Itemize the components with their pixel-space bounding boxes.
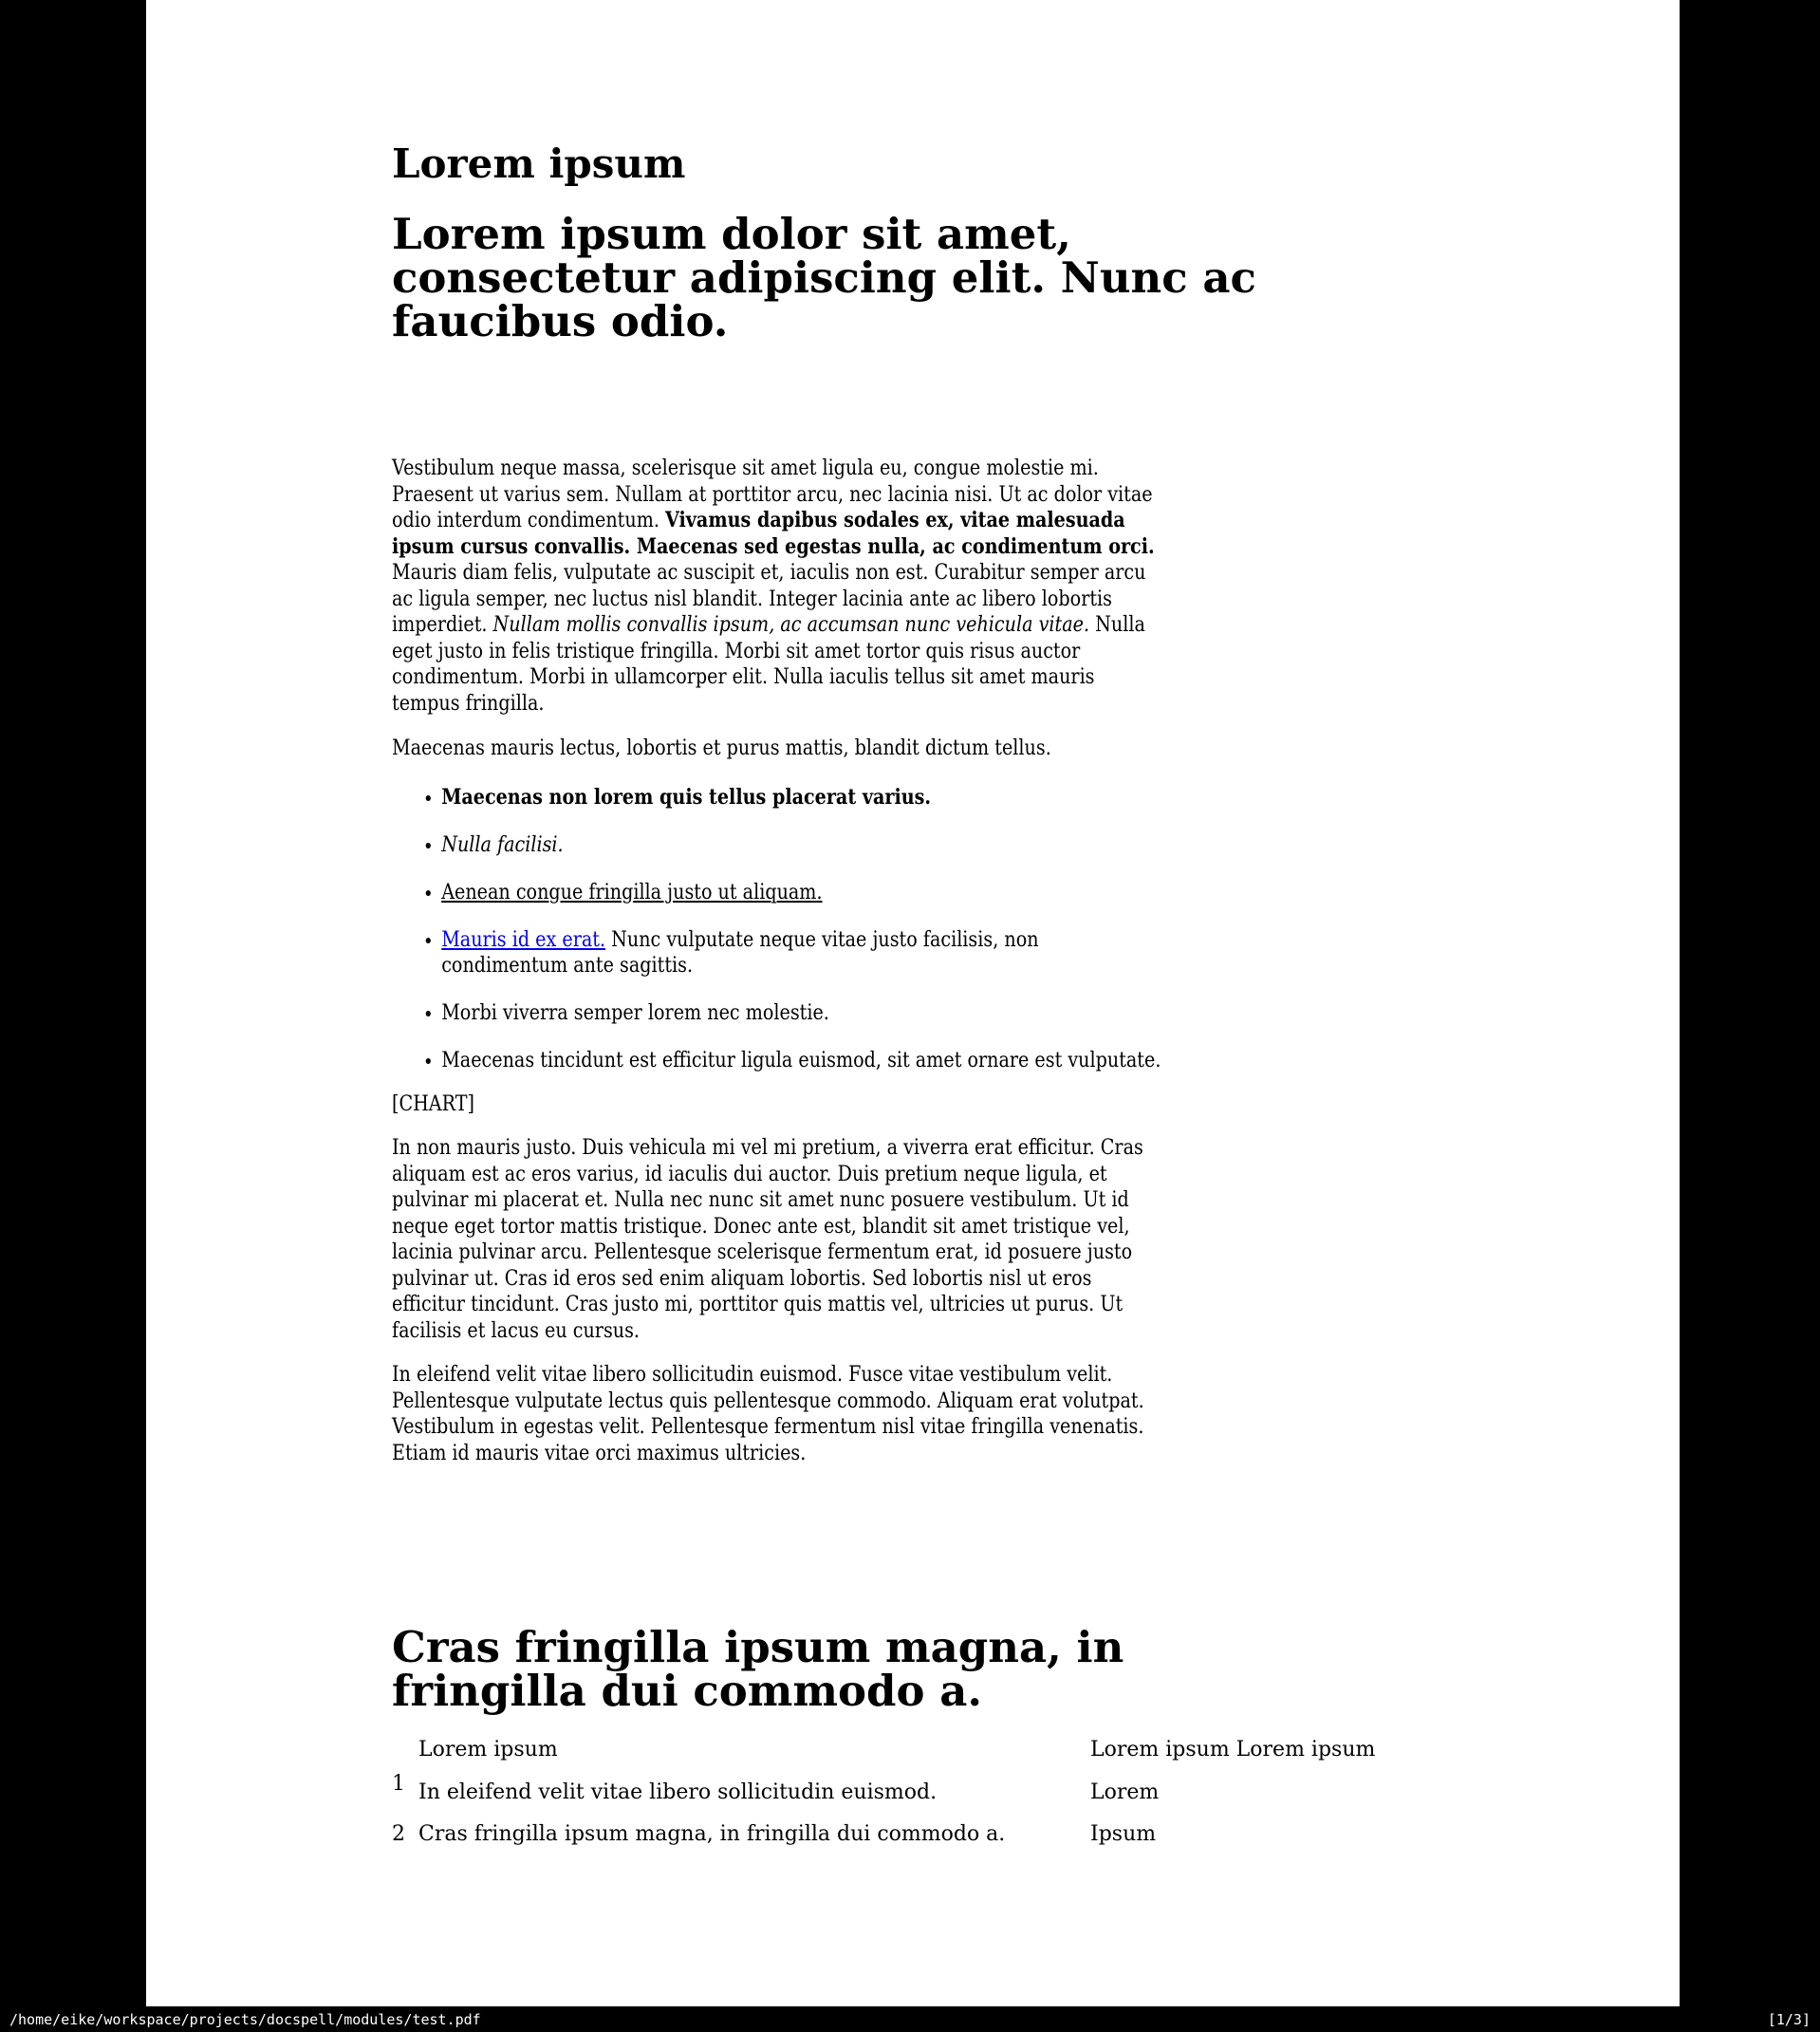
hyperlink[interactable]: Mauris id ex erat. bbox=[441, 927, 606, 952]
status-bar bbox=[0, 2006, 1820, 2032]
paragraph: In eleifend velit vitae libero sollicitudin euismod. Fusce vitae vestibulum velit. Pellentesque vulputate lectus quis pellentesque commodo. Aliquam erat volutpat. Vestibulum in egestas velit. Pellentesque fermentum nisl vitae fringilla venenatis. Etiam id mauris vitae orci maximus ultricies. bbox=[392, 1363, 1144, 1465]
list-item bbox=[441, 1000, 1168, 1027]
list-item bbox=[441, 1048, 1168, 1074]
table-cell-number bbox=[392, 1737, 418, 1763]
text-run-underline: Aenean congue fringilla justo ut aliquam. bbox=[441, 880, 823, 904]
bullet-list bbox=[392, 785, 1217, 1074]
text-run-bold: Vivamus dapibus sodales ex, vitae malesuada ipsum cursus convallis. Maecenas sed egestas nulla, ac condimentum orci. bbox=[392, 508, 1155, 559]
chart-placeholder: [CHART] bbox=[392, 1091, 474, 1116]
table-cell-number bbox=[392, 1771, 418, 1806]
paragraph: In non mauris justo. Duis vehicula mi vel mi pretium, a viverra erat efficitur. Cras aliquam est ac eros varius, id iaculis dui auctor. Duis pretium neque ligula, et pulvinar mi placerat et. Nulla nec nunc sit amet nunc posuere vestibulum. Ut id neque eget tortor mattis tristique. Donec ante est, blandit sit amet tristique vel, lacinia pulvinar arcu. Pellentesque scelerisque fermentum erat, id posuere justo pulvinar ut. Cras id eros sed enim aliquam lobortis. Sed lobortis nisl ut eros efficitur tincidunt. Cras justo mi, porttitor quis mattis vel, ultricies ut purus. Ut facilisis et lacus eu cursus. bbox=[392, 1136, 1143, 1343]
text-run: Nulla eget justo in felis tristique fringilla. Morbi sit amet tortor quis risus auctor condimentum. Morbi in ullamcorper elit. Nulla iaculis tellus sit amet mauris tempus fringilla. bbox=[392, 613, 1145, 716]
intro-paragraph: Maecenas mauris lectus, lobortis et purus mattis, blandit dictum tellus. bbox=[392, 736, 1051, 760]
text-run-italic: Nulla facilisi. bbox=[441, 832, 564, 857]
list-item bbox=[441, 880, 1168, 906]
text-run: Maecenas tincidunt est efficitur ligula euismod, sit amet ornare est vulputate. bbox=[441, 1049, 1161, 1072]
text-run: Mauris diam felis, vulputate ac suscipit et, iaculis non est. Curabitur semper arcu ac ligula semper, nec luctus nisl blandit. Integer lacinia ante ac libero lobortis imperdiet. bbox=[392, 561, 1146, 637]
text-run: Vestibulum neque massa, scelerisque sit amet ligula eu, congue molestie mi. Praesent ut varius sem. Nullam at porttitor arcu, nec lacinia nisi. Ut ac dolor vitae odio interdum condimentum. bbox=[392, 457, 1153, 532]
table-cell-side: Lorem ipsum Lorem ipsum bbox=[1090, 1738, 1376, 1762]
text-run: Nunc vulputate neque vitae justo facilisis, non condimentum ante sagittis. bbox=[441, 927, 1039, 978]
table-cell-side: Lorem bbox=[1090, 1780, 1160, 1804]
status-page-indicator: [1/3] bbox=[1767, 2010, 1811, 2028]
document-content bbox=[392, 0, 1682, 1848]
text-run-italic: Nullam mollis convallis ipsum, ac accumsan nunc vehicula vitae. bbox=[492, 613, 1090, 637]
row-number: 1 bbox=[392, 1771, 405, 1796]
pdf-page bbox=[146, 0, 1680, 2006]
table-cell-main: In eleifend velit vitae libero sollicitudin euismod. bbox=[418, 1780, 938, 1804]
list-item bbox=[441, 785, 1168, 811]
status-file-path: /home/eike/workspace/projects/docspell/modules/test.pdf bbox=[9, 2010, 481, 2028]
list-item bbox=[441, 927, 1168, 979]
doc-subtitle: Lorem ipsum dolor sit amet, consectetur adipiscing elit. Nunc ac faucibus odio. bbox=[392, 209, 1256, 346]
list-item bbox=[441, 832, 1168, 859]
table-cell-main: Cras fringilla ipsum magna, in fringilla dui commodo a. bbox=[418, 1822, 1006, 1846]
page-title: Lorem ipsum bbox=[392, 140, 686, 187]
text-run: Morbi viverra semper lorem nec molestie. bbox=[441, 1001, 829, 1025]
doc-table bbox=[392, 1737, 1682, 1848]
paragraph bbox=[392, 456, 1160, 717]
text-run-bold: Maecenas non lorem quis tellus placerat varius. bbox=[441, 784, 932, 810]
table-cell-main: Lorem ipsum bbox=[418, 1738, 558, 1762]
section-heading: Cras fringilla ipsum magna, in fringilla dui commodo a. bbox=[392, 1622, 1124, 1716]
table-cell-number: 2 bbox=[392, 1822, 405, 1846]
table-cell-side: Ipsum bbox=[1090, 1822, 1157, 1846]
